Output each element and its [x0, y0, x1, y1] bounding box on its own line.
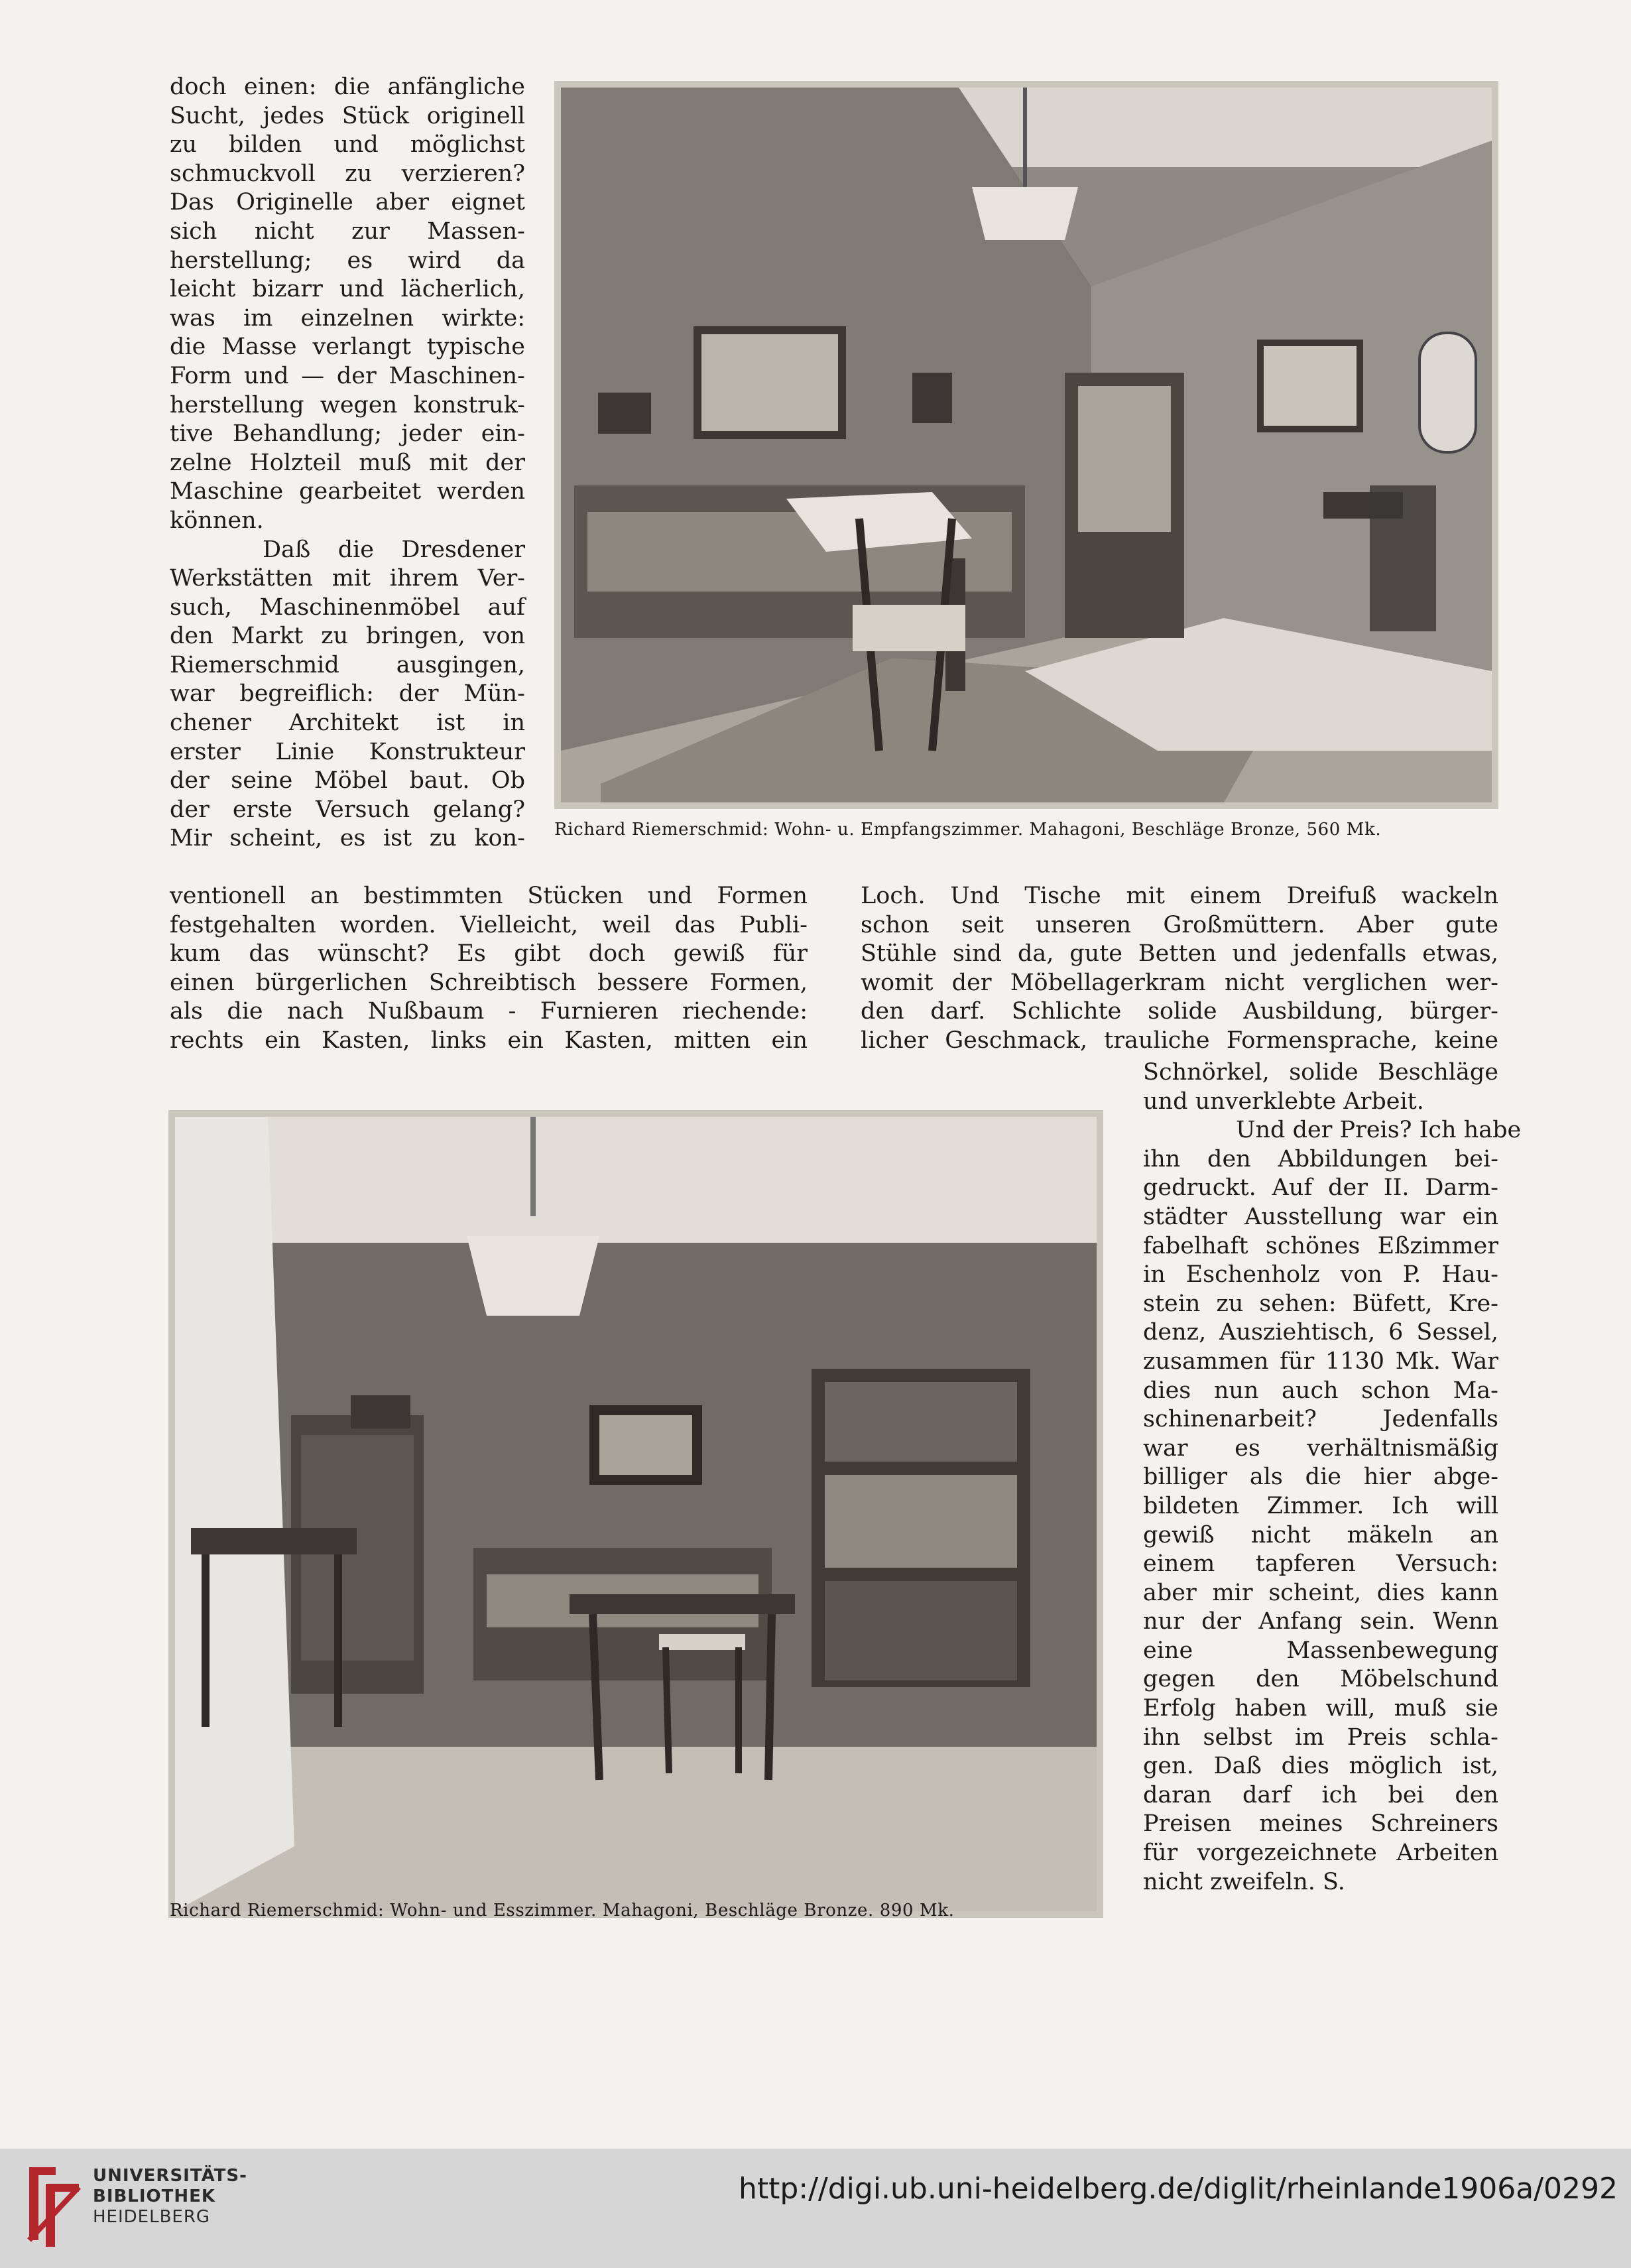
left-text-column	[170, 73, 525, 853]
text-line: die Masse verlangt typische	[170, 334, 525, 361]
text-line: für vorgezeichnete Arbeiten	[1143, 1840, 1498, 1867]
text-line: licher Geschmack, trauliche Formensprache, keine	[861, 1027, 1498, 1054]
room-photo-illustration	[561, 88, 1492, 802]
text-line: denz, Ausziehtisch, 6 Sessel,	[1143, 1319, 1498, 1346]
text-line: leicht bizarr und lächerlich,	[170, 276, 525, 303]
text-line: ventionell an bestimmten Stücken und Formen	[170, 883, 808, 909]
room-photo-illustration-2	[175, 1117, 1097, 1911]
text-line: in Eschenholz von P. Hau-	[1143, 1261, 1498, 1289]
text-line: fabelhaft schönes Eßzimmer	[1143, 1232, 1498, 1259]
text-line: Werkstätten mit ihrem Ver-	[170, 565, 525, 592]
text-line: herstellung wegen konstruk-	[170, 391, 525, 418]
text-line: kum das wünscht? Es gibt doch gewiß für	[170, 940, 808, 968]
text-line: gen. Daß dies möglich ist,	[1143, 1753, 1498, 1780]
text-line: ihn selbst im Preis schla-	[1143, 1724, 1498, 1751]
text-line: gegen den Möbelschund	[1143, 1666, 1498, 1693]
text-line: womit der Möbellagerkram nicht verglichen wer-	[861, 969, 1498, 996]
text-line: nur der Anfang sein. Wenn	[1143, 1608, 1498, 1635]
text-line: gewiß nicht mäkeln an	[1143, 1521, 1498, 1548]
text-line: den darf. Schlichte solide Ausbildung, bürger-	[861, 998, 1498, 1025]
text-line: dies nun auch schon Ma-	[1143, 1377, 1498, 1404]
footer-bar	[0, 2149, 1631, 2268]
text-line: daran darf ich bei den	[1143, 1781, 1498, 1808]
text-line: stein zu sehen: Büfett, Kre-	[1143, 1290, 1498, 1317]
text-line: Loch. Und Tische mit einem Dreifuß wackeln	[861, 883, 1498, 909]
text-line: bildeten Zimmer. Ich will	[1143, 1492, 1498, 1519]
photo-living-reception-room	[554, 81, 1498, 809]
text-line: können.	[170, 507, 264, 534]
top-photo-caption: Richard Riemerschmid: Wohn- u. Empfangszimmer. Mahagoni, Beschläge Bronze, 560 Mk.	[554, 820, 1382, 840]
text-line: Und der Preis? Ich habe	[1236, 1117, 1522, 1144]
text-line: such, Maschinenmöbel auf	[170, 594, 525, 621]
text-line: der seine Möbel baut. Ob	[170, 767, 525, 794]
text-line: der erste Versuch gelang?	[170, 796, 525, 823]
bottom-photo-caption: Richard Riemerschmid: Wohn- und Esszimmer. Mahagoni, Beschläge Bronze. 890 Mk.	[170, 1901, 955, 1921]
text-line: Sucht, jedes Stück originell	[170, 102, 525, 129]
text-line: einen bürgerlichen Schreibtisch bessere Formen,	[170, 969, 808, 996]
middle-right-text-column	[861, 882, 1498, 1056]
text-line: Mir scheint, es ist zu kon-	[170, 825, 525, 852]
library-name: UNIVERSITÄTS- BIBLIOTHEK HEIDELBERG	[93, 2166, 247, 2227]
text-line: Preisen meines Schreiners	[1143, 1810, 1498, 1838]
text-line: schmuckvoll zu verzieren?	[170, 160, 525, 187]
text-line: schinenarbeit? Jedenfalls	[1143, 1406, 1498, 1433]
text-line: war begreiflich: der Mün-	[170, 680, 525, 708]
text-line: zelne Holzteil muß mit der	[170, 449, 525, 476]
text-line: zu bilden und möglichst	[170, 131, 525, 158]
text-line: Form und — der Maschinen-	[170, 362, 525, 389]
text-line: als die nach Nußbaum - Furnieren riechende:	[170, 998, 808, 1025]
text-line: den Markt zu bringen, von	[170, 623, 525, 650]
text-line: festgehalten worden. Vielleicht, weil das Publi-	[170, 911, 808, 938]
text-line: Maschine gearbeitet werden	[170, 478, 525, 505]
text-line: ihn den Abbildungen bei-	[1143, 1145, 1498, 1172]
middle-left-text-column	[170, 882, 808, 1056]
text-line: chener Architekt ist in	[170, 710, 525, 737]
text-line: billiger als die hier abge-	[1143, 1464, 1498, 1491]
text-line: aber mir scheint, dies kann	[1143, 1579, 1498, 1606]
text-line: Erfolg haben will, muß sie	[1143, 1695, 1498, 1722]
text-line: tive Behandlung; jeder ein-	[170, 420, 525, 448]
text-line: gedruckt. Auf der II. Darm-	[1143, 1174, 1498, 1202]
source-url-link[interactable]: http://digi.ub.uni-heidelberg.de/diglit/rheinlande1906a/0292	[738, 2172, 1618, 2206]
text-line: schon seit unseren Großmüttern. Aber gute	[861, 911, 1498, 938]
text-line: was im einzelnen wirkte:	[170, 304, 525, 332]
photo-living-dining-room	[168, 1110, 1103, 1918]
text-line: herstellung; es wird da	[170, 247, 525, 274]
text-line: eine Massenbewegung	[1143, 1637, 1498, 1664]
text-line: rechts ein Kasten, links ein Kasten, mitten ein	[170, 1027, 808, 1054]
text-line: Stühle sind da, gute Betten und jedenfalls etwas,	[861, 940, 1498, 968]
text-line: Daß die Dresdener	[263, 536, 525, 563]
text-line: städter Ausstellung war ein	[1143, 1203, 1498, 1230]
text-line: erster Linie Konstrukteur	[170, 738, 525, 765]
text-line: einem tapferen Versuch:	[1143, 1550, 1498, 1578]
text-line: Das Originelle aber eignet	[170, 189, 525, 216]
right-text-column	[1143, 1058, 1522, 1897]
text-line: Schnörkel, solide Beschläge	[1143, 1059, 1498, 1086]
text-line: war es verhältnismäßig	[1143, 1434, 1498, 1462]
text-line: zusammen für 1130 Mk. War	[1143, 1348, 1498, 1375]
text-line: nicht zweifeln. S.	[1143, 1868, 1345, 1895]
text-line: und unverklebte Arbeit.	[1143, 1088, 1424, 1115]
text-line: sich nicht zur Massen-	[170, 218, 525, 245]
text-line: Riemerschmid ausgingen,	[170, 651, 525, 678]
text-line: doch einen: die anfängliche	[170, 74, 525, 100]
university-library-logo-icon	[16, 2161, 89, 2253]
